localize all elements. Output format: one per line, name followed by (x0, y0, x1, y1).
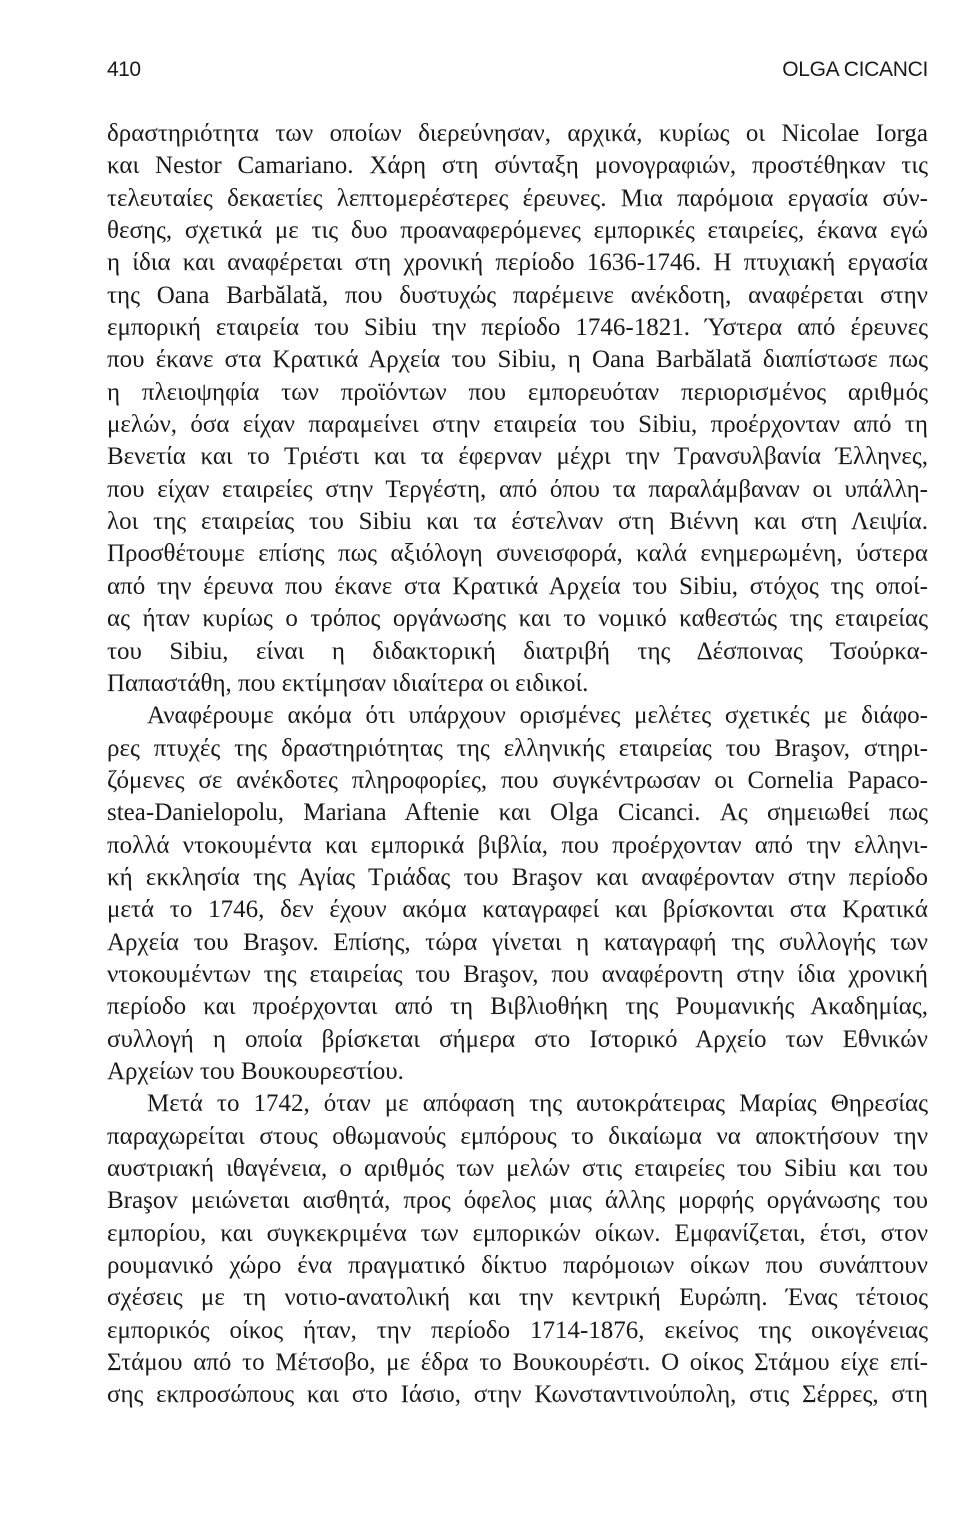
text-line: κή εκκλησία της Αγίας Τριάδας του Braşov και αναφέρονταν στην περίοδο (107, 863, 928, 891)
text-line: Αρχείων του Βουκουρεστίου. (107, 1057, 404, 1085)
text-line: ντοκουμέντων της εταιρείας του Braşov, που αναφέροντη στην ίδια χρονική (107, 960, 928, 988)
text-line: παραχωρείται στους οθωμανούς εμπόρους το δικαίωμα να αποκτήσουν την (107, 1122, 928, 1150)
text-line: εμπορική εταιρεία του Sibiu την περίοδο 1746-1821. Ύστερα από έρευνες (107, 314, 928, 342)
text-line: αυστριακή ιθαγένεια, ο αριθμός των μελών στις εταιρείες του Sibiu και του (107, 1155, 928, 1182)
running-head: OLGA CICANCI (782, 58, 928, 81)
text-line: Βενετία και το Τριέστι και τα έφερναν μέχρι την Τρανσυλβανία Έλληνες, (107, 443, 928, 471)
text-line: σης εκπροσώπους και στο Ιάσιο, στην Κωνσταντινούπολη, στις Σέρρες, στη (107, 1381, 928, 1409)
text-line: Braşov μειώνεται αισθητά, προς όφελος μιας άλλης μορφής οργάνωσης του (107, 1187, 928, 1215)
text-line: Στάμου από το Μέτσοβο, με έδρα το Βουκουρέστι. Ο οίκος Στάμου είχε επί- (107, 1349, 928, 1377)
text-line: ας ήταν κυρίως ο τρόπος οργάνωσης και το νομικό καθεστώς της εταιρείας (107, 605, 928, 633)
text-line: ρες πτυχές της δραστηριότητας της ελληνικής εταιρείας του Braşov, στηρι- (107, 734, 928, 762)
text-line: η πλειοψηφία των προϊόντων που εμπορευόταν περιορισμένος αριθμός (107, 378, 928, 406)
text-line: Αρχεία του Braşov. Επίσης, τώρα γίνεται η καταγραφή της συλλογής των (107, 928, 928, 956)
text-line: εμπορικός οίκος ήταν, την περίοδο 1714-1876, εκείνος της οικογένειας (107, 1316, 928, 1344)
text-line: εμπορίου, και συγκεκριμένα των εμπορικών οίκων. Εμφανίζεται, έτσι, στον (107, 1219, 928, 1247)
text-line: Παπαστάθη, που εκτίμησαν ιδιαίτερα οι ειδικοί. (107, 669, 589, 697)
text-line: ζόμενες σε ανέκδοτες πληροφορίες, που συγκέντρωσαν οι Cornelia Papaco- (107, 766, 928, 794)
text-line: δραστηριότητα των οποίων διερεύνησαν, αρχικά, κυρίως οι Nicolae Iorga (107, 120, 928, 147)
page-header (107, 58, 928, 90)
text-line: πολλά ντοκουμέντα και εμπορικά βιβλία, που προέρχονταν από την ελληνι- (107, 831, 928, 859)
text-line: η ίδια και αναφέρεται στη χρονική περίοδο 1636-1746. Η πτυχιακή εργασία (107, 249, 928, 277)
text-line: από την έρευνα που έκανε στα Κρατικά Αρχεία του Sibiu, στόχος της οποί- (107, 572, 928, 600)
body-text (107, 118, 928, 1412)
text-line: της Oana Barbălată, που δυστυχώς παρέμεινε ανέκδοτη, αναφέρεται στην (107, 281, 928, 309)
text-line: Προσθέτουμε επίσης πως αξιόλογη συνεισφορά, καλά ενημερωμένη, ύστερα (107, 540, 928, 568)
text-line: τελευταίες δεκαετίες λεπτομερέστερες έρευνες. Μια παρόμοια εργασία σύν- (107, 184, 928, 212)
text-line: περίοδο και προέρχονται από τη Βιβλιοθήκη της Ρουμανικής Ακαδημίας, (107, 993, 928, 1021)
text-line: μελών, όσα είχαν παραμείνει στην εταιρεία του Sibiu, προέρχονταν από τη (107, 411, 928, 439)
text-line: συλλογή η οποία βρίσκεται σήμερα στο Ιστορικό Αρχείο των Εθνικών (107, 1025, 928, 1053)
text-line: που έκανε στα Κρατικά Αρχεία του Sibiu, η Oana Barbălată διαπίστωσε πως (107, 346, 928, 374)
text-line: ρουμανικό χώρο ένα πραγματικό δίκτυο παρόμοιων οίκων που συνάπτουν (107, 1252, 928, 1280)
page-number: 410 (107, 58, 141, 81)
text-line: μετά το 1746, δεν έχουν ακόμα καταγραφεί και βρίσκονται στα Κρατικά (107, 896, 928, 924)
text-line: που είχαν εταιρείες στην Τεργέστη, από όπου τα παραλάμβαναν οι υπάλλη- (107, 475, 928, 503)
text-line: θεσης, σχετικά με τις δυο προαναφερόμενες εμπορικές εταιρείες, έκανα εγώ (107, 217, 928, 245)
text-line: Μετά το 1742, όταν με απόφαση της αυτοκράτειρας Μαρίας Θηρεσίας (147, 1090, 928, 1118)
text-line: λοι της εταιρείας του Sibiu και τα έστελναν στη Βιέννη και στη Λειψία. (107, 508, 928, 536)
text-line: stea-Danielopolu, Mariana Aftenie και Olga Cicanci. Ας σημειωθεί πως (107, 799, 928, 827)
text-line: του Sibiu, είναι η διδακτορική διατριβή της Δέσποινας Τσούρκα- (107, 637, 928, 665)
text-line: και Nestor Camariano. Χάρη στη σύνταξη μονογραφιών, προστέθηκαν τις (107, 152, 928, 180)
text-line: Αναφέρουμε ακόμα ότι υπάρχουν ορισμένες μελέτες σχετικές με διάφο- (147, 702, 928, 730)
text-line: σχέσεις με τη νοτιο-ανατολική και την κεντρική Ευρώπη. Ένας τέτοιος (107, 1284, 928, 1312)
